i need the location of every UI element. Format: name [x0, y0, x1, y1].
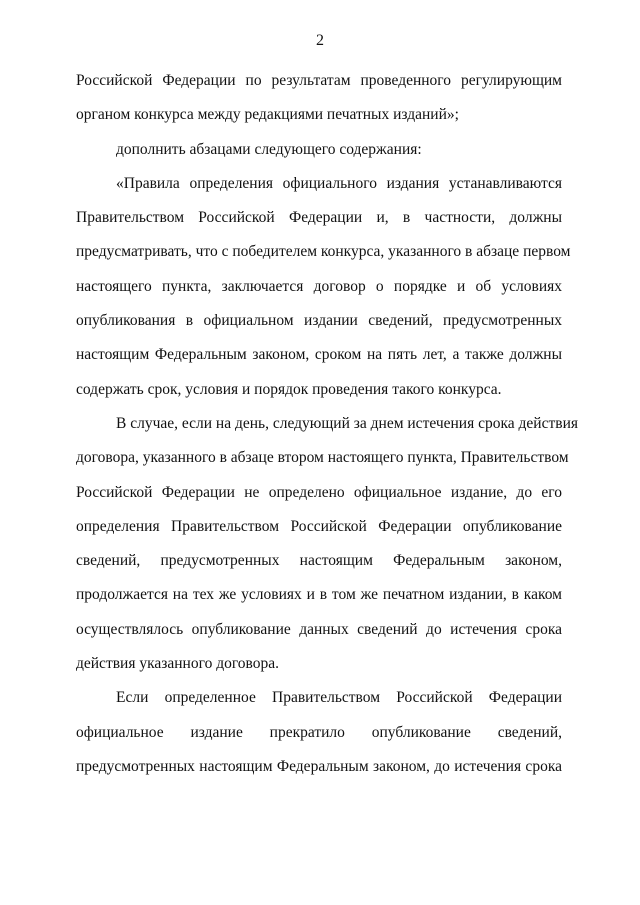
text-line: действия указанного договора.: [76, 655, 280, 673]
text-line: дополнить абзацами следующего содержания:: [116, 140, 422, 158]
text-line: настоящего пункта, заключается договор о порядке и об условиях: [76, 277, 562, 295]
text-line: Российской Федерации не определено официальное издание, до его: [76, 483, 562, 501]
page-number: 2: [316, 32, 324, 49]
text-line: официальное издание прекратило опубликование сведений,: [76, 723, 562, 741]
text-line: опубликования в официальном издании сведений, предусмотренных: [76, 312, 562, 330]
text-line: содержать срок, условия и порядок проведения такого конкурса.: [76, 380, 502, 398]
text-line: органом конкурса между редакциями печатных изданий»;: [76, 106, 459, 124]
text-line: сведений, предусмотренных настоящим Федеральным законом,: [76, 552, 562, 570]
text-line: «Правила определения официального издания устанавливаются: [116, 174, 562, 192]
text-line: В случае, если на день, следующий за днем истечения срока действия: [116, 414, 578, 432]
text-line: Если определенное Правительством Российской Федерации: [116, 689, 562, 707]
text-line: предусмотренных настоящим Федеральным законом, до истечения срока: [76, 757, 562, 775]
paragraph: [76, 64, 562, 133]
text-line: продолжается на тех же условиях и в том же печатном издании, в каком: [76, 586, 562, 604]
paragraph: [76, 167, 571, 407]
document-body: [76, 64, 578, 784]
paragraph: [76, 407, 578, 681]
paragraph: [76, 681, 562, 784]
paragraph: [76, 133, 562, 167]
text-line: Российской Федерации по результатам проведенного регулирующим: [76, 72, 562, 89]
text-line: договора, указанного в абзаце втором настоящего пункта, Правительством: [76, 449, 569, 467]
text-line: определения Правительством Российской Федерации опубликование: [76, 517, 562, 535]
text-line: настоящим Федеральным законом, сроком на пять лет, а также должны: [76, 346, 562, 364]
text-line: осуществлялось опубликование данных сведений до истечения срока: [76, 620, 562, 638]
text-line: предусматривать, что с победителем конкурса, указанного в абзаце первом: [76, 243, 571, 261]
text-line: Правительством Российской Федерации и, в частности, должны: [76, 209, 562, 227]
